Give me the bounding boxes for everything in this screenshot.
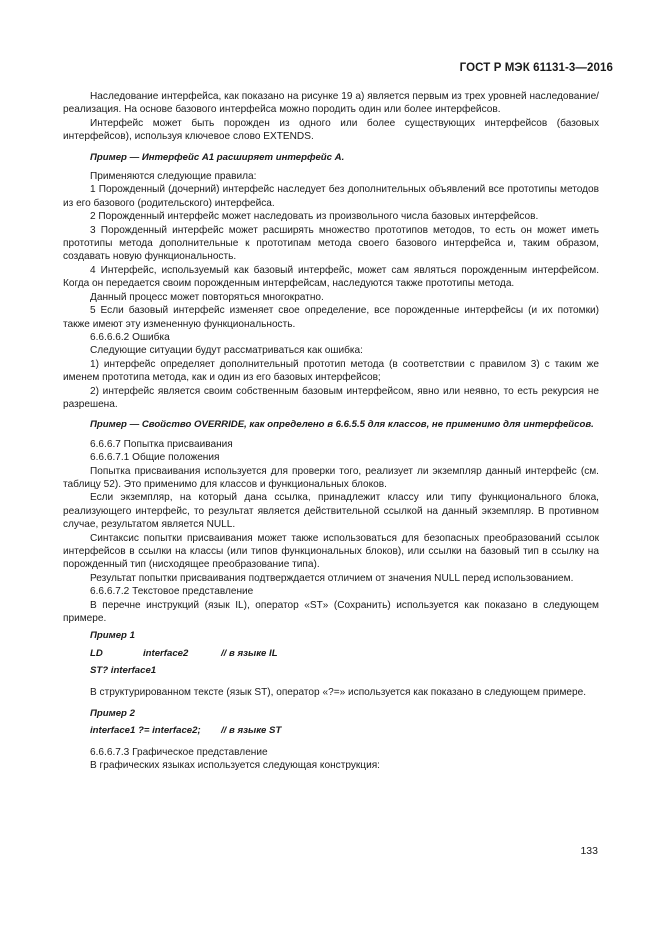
paragraph: Следующие ситуации будут рассматриваться как ошибка: [90, 345, 363, 357]
code-statement: interface1 ?= interface2; [90, 725, 201, 737]
code-comment: // в языке ST [221, 725, 282, 737]
paragraph: В графических языках используется следующая конструкция: [90, 760, 380, 772]
paragraph: Результат попытки присваивания подтверждается отличием от значения NULL перед использованием. [90, 572, 574, 584]
section-heading: 6.6.6.7.3 Графическое представление [90, 746, 268, 758]
rule-item: 2 Порожденный интерфейс может наследовать из произвольного числа базовых интерфейсов. [90, 211, 539, 223]
rule-item: 1 Порожденный (дочерний) интерфейс наследует без дополнительных объявлений все прототипы методов из его базового (родительского) интерфейса. [63, 184, 599, 209]
document-header: ГОСТ Р МЭК 61131-3—2016 [459, 62, 613, 74]
section-heading: 6.6.6.6.2 Ошибка [90, 331, 170, 343]
code-line-il-2: ST? interface1 [90, 665, 157, 677]
code-comment: // в языке IL [221, 647, 278, 659]
section-heading: 6.6.6.7.2 Текстовое представление [90, 586, 254, 598]
paragraph: Данный процесс может повторяться многократно. [90, 291, 324, 303]
paragraph: Попытка присваивания используется для проверки того, реализует ли экземпляр данный интерфейс (см. таблицу 52). Это применимо для классов и функциональных блоков. [63, 465, 599, 490]
paragraph: В перечне инструкций (язык IL), оператор «ST» (Сохранить) используется как показано в следующем примере. [63, 599, 599, 625]
code-arg: interface2 [143, 647, 189, 659]
paragraph: Если экземпляр, на который дана ссылка, принадлежит классу или типу функционального блока, реализующего интерфейс, то результат является действительной ссылкой на данный экземпляр. В противном случае, результатом является NULL. [63, 492, 599, 531]
section-heading: 6.6.6.7.1 Общие положения [90, 452, 220, 464]
rule-item: 5 Если базовый интерфейс изменяет свое определение, все порожденные интерфейсы (и их потомки) также имеют эту измененную функциональность. [63, 305, 599, 330]
paragraph: Применяются следующие правила: [90, 171, 257, 183]
rule-item: 4 Интерфейс, используемый как базовый интерфейс, может сам являться порожденным интерфейсом. Когда он передается своим порожденным интерфейсам, наследуются также прототипы метода. [63, 264, 599, 290]
code-line-il-1 [63, 647, 599, 660]
paragraph: Интерфейс может быть порожден из одного или более существующих интерфейсов (базовых интерфейсов), используя ключевое слово EXTENDS. [63, 117, 599, 143]
example-label: Пример 2 [90, 708, 135, 720]
section-heading: 6.6.6.7 Попытка присваивания [90, 438, 233, 450]
example-label: Пример 1 [90, 630, 135, 642]
example-note: Пример — Свойство OVERRIDE, как определено в 6.6.5.5 для классов, не применимо для интерфейсов. [90, 419, 594, 431]
page-number: 133 [580, 845, 598, 857]
rule-item: 3 Порожденный интерфейс может расширять множество прототипов методов, то есть он может иметь прототипы метода дополнительные к прототипам метода своего базового интерфейса и, таким образом, создавать новую функциональность. [63, 224, 599, 263]
code-line-st [63, 724, 599, 737]
error-item: 1) интерфейс определяет дополнительный прототип метода (в соответствии с правилом 3) с таким же именем прототипа метода, как и один из его базовых интерфейсов; [63, 358, 599, 384]
error-item: 2) интерфейс является своим собственным базовым интерфейсом, явно или неявно, то есть рекурсия не разрешена. [63, 385, 599, 410]
code-op: LD [90, 647, 103, 659]
paragraph: Наследование интерфейса, как показано на рисунке 19 а) является первым из трех уровней наследование/реализация. На основе базового интерфейса можно породить один или более интерфейсов. [63, 91, 599, 116]
page-body [63, 90, 599, 773]
example-note: Пример — Интерфейс A1 расширяет интерфейс A. [90, 151, 345, 163]
paragraph: Синтаксис попытки присваивания может также использоваться для безопасных преобразований ссылок интерфейсов в ссылки на классы (или типов функциональных блоков), или ссылки на базовый тип в ссылку на порожденный тип (нисходящее преобразование типа). [63, 532, 599, 571]
paragraph: В структурированном тексте (язык ST), оператор «?=» используется как показано в следующем примере. [90, 686, 587, 698]
